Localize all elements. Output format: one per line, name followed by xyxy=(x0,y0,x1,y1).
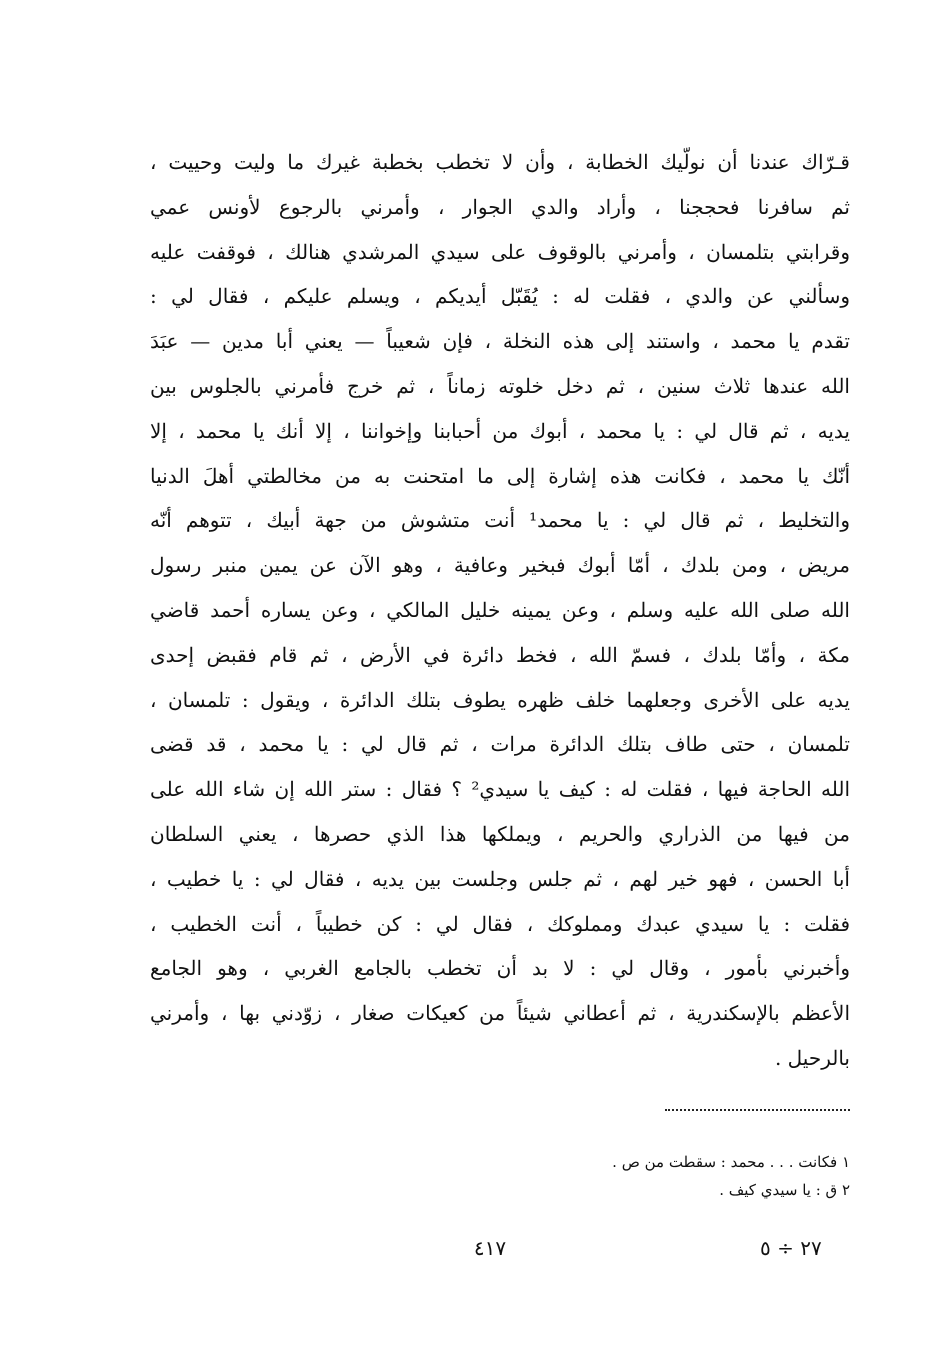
text-line: تلمسان ، حتى طاف بتلك الدائرة مرات ، ثم قال لي : يا محمد ، قد قضى xyxy=(150,732,850,757)
footnote: ٢ ق : يا سيدي كيف . xyxy=(719,1181,850,1199)
page-number: ٤١٧ xyxy=(473,1236,507,1260)
text-line: فقلت : يا سيدي عبدك ومملوكك ، فقال لي : كن خطيباً ، أنت الخطيب ، xyxy=(150,911,850,936)
footnotes-block xyxy=(400,1148,850,1204)
text-line: قـرّاك عندنا أن نولّيك الخطابة ، وأن لا تخطب بخطبة غيرك ما وليت وحييت ، xyxy=(150,150,850,174)
footnote: ١ فكانت . . . محمد : سقطت من ص . xyxy=(612,1153,850,1171)
text-line: الله عندها ثلاث سنين ، ثم دخل خلوته زماناً ، ثم خرج فأمرني بالجلوس بين xyxy=(150,373,850,398)
text-line: وأخبرني بأمور ، وقال لي : لا بد أن تخطب بالجامع الغربي ، وهو الجامع xyxy=(150,956,850,981)
text-line: الله الحاجة فيها ، فقلت له : كيف يا سيدي² ؟ فقال : ستر الله إن شاء الله على xyxy=(150,777,850,802)
footnote-divider xyxy=(665,1109,850,1111)
text-line: مريض ، ومن بلدك ، أمّا أبوك فبخير وعافية ، وهو الآن عن يمين منبر رسول xyxy=(150,553,850,578)
text-line: أنّك يا محمد ، فكانت هذه إشارة إلى ما امتحنت به من مخالطتي أهلَ الدنيا xyxy=(150,463,850,488)
text-line: وسألني عن والدي ، فقلت له : يُقَبّل أيديكم ، ويسلم عليكم ، فقال لي : xyxy=(150,284,850,309)
text-line: بالرحيل . xyxy=(774,1045,850,1070)
text-line: أبا الحسن ، فهو خير لهم ، ثم جلس وجلست بين يديه ، فقال لي : يا خطيب ، xyxy=(150,866,850,891)
text-line: تقدم يا محمد ، واستند إلى هذه النخلة ، فإن شعيباً — يعني أبا مدين — عبَدَ xyxy=(150,329,850,354)
text-line: ثم سافرنا فحججنا ، وأراد والدي الجوار ، وأمرني بالرجوع لأونس عمي xyxy=(150,194,850,219)
text-line: من فيها من الذراري والحريم ، ويملكها هذا الذي حصرها ، يعني السلطان xyxy=(150,821,850,846)
signature-mark: ٢٧ ÷ ٥ xyxy=(760,1236,822,1260)
text-line: الأعظم بالإسكندرية ، ثم أعطاني شيئاً من كعيكات صغار ، زوّدني بها ، وأمرني xyxy=(150,1001,850,1026)
text-line: يديه على الأخرى وجعلهما خلف ظهره يطوف بتلك الدائرة ، ويقول : تلمسان ، xyxy=(150,687,850,712)
text-line: وقرابتي بتلمسان ، وأمرني بالوقوف على سيدي المرشدي هنالك ، فوقفت عليه xyxy=(150,239,850,264)
main-text-block xyxy=(150,140,850,1081)
text-line: الله صلى الله عليه وسلم ، وعن يمينه خليل المالكي ، وعن يساره أحمد قاضي xyxy=(150,597,850,622)
text-line: مكة ، وأمّا بلدك ، فسمّ الله ، فخط دائرة في الأرض ، ثم قام فقبض إحدى xyxy=(150,642,850,667)
text-line: يديه ، ثم قال لي : يا محمد ، أبوك من أحبابنا وإخواننا ، إلا أنك يا محمد ، إلا xyxy=(150,418,850,443)
text-line: والتخليط ، ثم قال لي : يا محمد¹ أنت متشوش من جهة أبيك ، تتوهم أنّه xyxy=(150,508,850,533)
